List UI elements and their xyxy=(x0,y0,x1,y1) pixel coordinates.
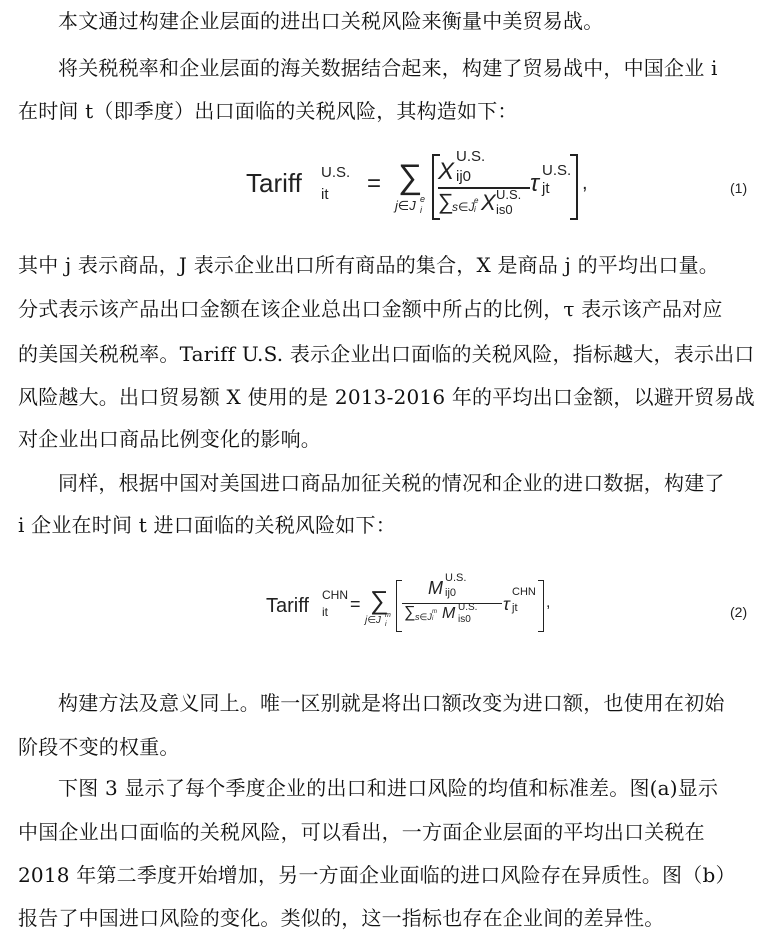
equation-1: Tariff U.S. it = ∑ j∈J e i X U.S. ij0 ∑ s∈J e i X U.S. is0 τ U.S. jt , xyxy=(0,0,780,230)
paragraph-line: 下图 3 显示了每个季度企业的出口和进口风险的均值和标准差。图(a)显示 xyxy=(58,776,719,800)
paragraph-line: 其中 j 表示商品，J 表示企业出口所有商品的集合，X 是商品 j 的平均出口量。 xyxy=(18,253,720,277)
paragraph-line: 在时间 t（即季度）出口面临的关税风险，其构造如下： xyxy=(18,99,518,123)
paragraph-line: 将关税税率和企业层面的海关数据结合起来，构建了贸易战中，中国企业 i xyxy=(58,56,718,80)
paragraph-line: 报告了中国进口风险的变化。类似的，这一指标也存在企业间的差异性。 xyxy=(18,906,665,930)
paragraph-line: 本文通过构建企业层面的进出口关税风险来衡量中美贸易战。 xyxy=(58,9,604,33)
paragraph-line: 同样，根据中国对美国进口商品加征关税的情况和企业的进口数据，构建了 xyxy=(58,471,725,495)
paragraph-line: i 企业在时间 t 进口面临的关税风险如下： xyxy=(18,513,396,537)
paragraph-line: 对企业出口商品比例变化的影响。 xyxy=(18,427,321,451)
paragraph-line: 中国企业出口面临的关税风险，可以看出，一方面企业层面的平均出口关税在 xyxy=(18,820,705,844)
equation-2-number: (2) xyxy=(730,604,748,620)
paragraph-line: 分式表示该产品出口金额在该企业总出口金额中所占的比例，τ 表示该产品对应 xyxy=(18,297,723,321)
paragraph-line: 风险越大。出口贸易额 X 使用的是 2013-2016 年的平均出口金额，以避开贸易战 xyxy=(18,385,755,409)
paragraph-line: 的美国关税税率。Tariff U.S. 表示企业出口面临的关税风险，指标越大，表示出口 xyxy=(18,342,755,366)
equation-2: Tariff CHN it = ∑ j∈J m i M U.S. ij0 ∑ s∈J m i M U.S. is0 τ CHN jt , xyxy=(0,0,780,660)
paragraph-line: 构建方法及意义同上。唯一区别就是将出口额改变为进口额，也使用在初始 xyxy=(58,691,725,715)
paragraph-line: 阶段不变的权重。 xyxy=(18,735,180,759)
paragraph-line: 2018 年第二季度开始增加，另一方面企业面临的进口风险存在异质性。图（b） xyxy=(18,863,736,887)
equation-1-number: (1) xyxy=(730,180,748,196)
